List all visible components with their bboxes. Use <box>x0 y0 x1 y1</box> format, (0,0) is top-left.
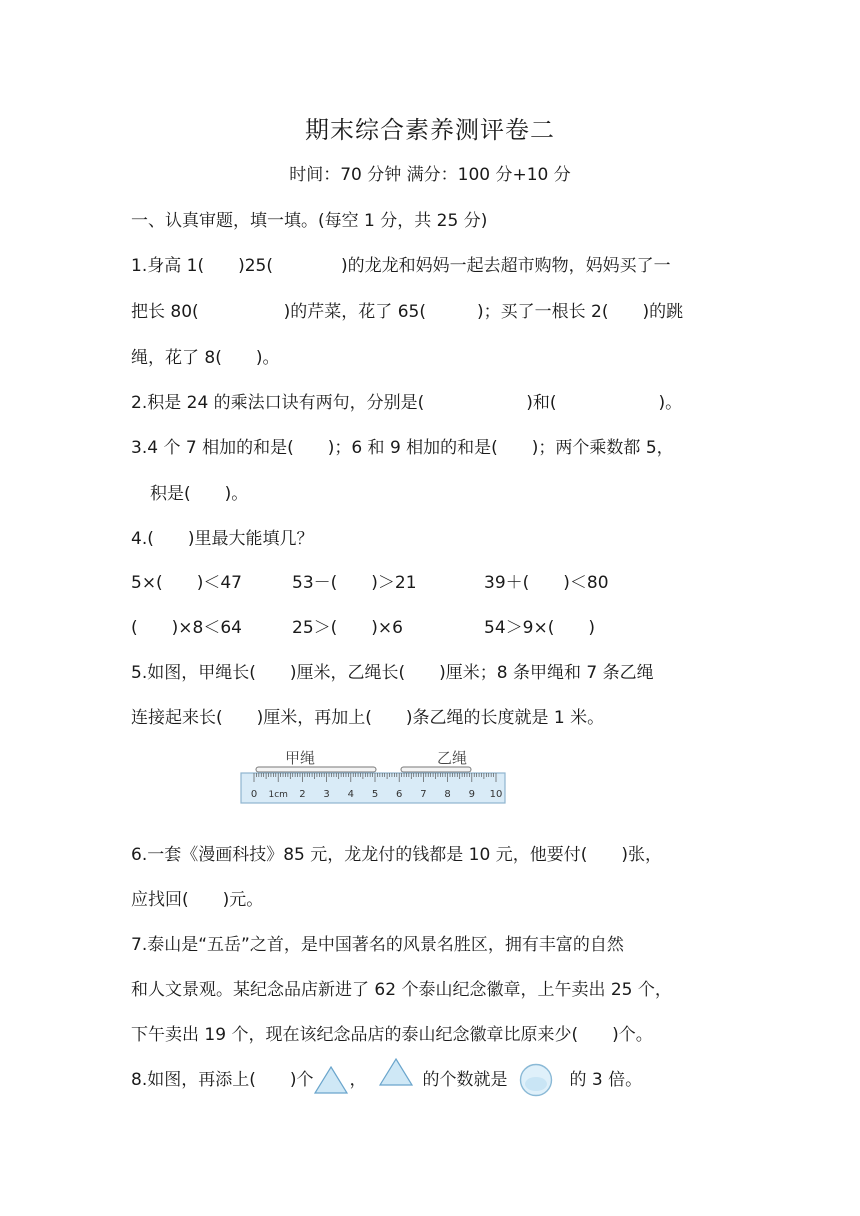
question-7-line-1: 7.泰山是“五岳”之首，是中国著名的风景名胜区，拥有丰富的自然 <box>131 935 624 955</box>
q4-item: 39＋( )＜80 <box>484 573 609 593</box>
triangle-icon <box>313 1064 349 1096</box>
question-1-line-1: 1.身高 1( )25( )的龙龙和妈妈一起去超市购物，妈妈买了一 <box>131 256 671 276</box>
ruler-svg <box>240 745 506 805</box>
q8-text-3: 的个数就是 <box>422 1070 508 1090</box>
q8-text-4: 的 3 倍。 <box>569 1070 643 1090</box>
question-1-line-3: 绳，花了 8( )。 <box>131 348 280 368</box>
q4-item: 5×( )＜47 <box>131 573 242 593</box>
ruler-tick-label: 1cm <box>268 790 288 800</box>
ruler-tick-label: 6 <box>396 789 403 800</box>
question-6-line-1: 6.一套《漫画科技》85 元，龙龙付的钱都是 10 元，他要付( )张， <box>131 845 662 865</box>
exam-info: 时间：70 分钟 满分：100 分+10 分 <box>289 165 571 185</box>
rope-a-label: 甲绳 <box>284 749 316 767</box>
question-1-line-2: 把长 80( )的芹菜，花了 65( )；买了一根长 2( )的跳 <box>131 302 684 322</box>
q8-text-1: 8.如图，再添上( )个 <box>131 1070 314 1090</box>
rope-b-label: 乙绳 <box>436 749 468 767</box>
ruler-tick-label: 9 <box>468 789 475 800</box>
question-5-line-1: 5.如图，甲绳长( )厘米，乙绳长( )厘米；8 条甲绳和 7 条乙绳 <box>131 663 654 683</box>
q4-item: ( )×8＜64 <box>131 618 242 638</box>
question-3-line-1: 3.4 个 7 相加的和是( )；6 和 9 相加的和是( )；两个乘数都 5， <box>131 438 674 458</box>
question-7-line-2: 和人文景观。某纪念品店新进了 62 个泰山纪念徽章，上午卖出 25 个， <box>131 980 672 1000</box>
ruler-tick-label: 3 <box>323 789 330 800</box>
q4-item: 54＞9×( ) <box>484 618 595 638</box>
question-6-line-2: 应找回( )元。 <box>131 890 264 910</box>
question-5-line-2: 连接起来长( )厘米，再加上( )条乙绳的长度就是 1 米。 <box>131 708 605 728</box>
triangle-icon <box>378 1056 414 1088</box>
ruler-tick-label: 7 <box>420 789 427 800</box>
ruler-tick-label: 0 <box>250 789 258 800</box>
q8-text-2: ， <box>349 1070 367 1090</box>
q4-item: 25＞( )×6 <box>292 618 403 638</box>
ruler-tick-label: 10 <box>489 789 503 800</box>
question-4-prompt: 4.( )里最大能填几？ <box>131 529 314 549</box>
page-title: 期末综合素养测评卷二 <box>305 116 555 144</box>
ruler-tick-label: 5 <box>371 789 379 800</box>
ruler-tick-label: 4 <box>347 789 354 800</box>
question-8 <box>131 1062 642 1098</box>
circle-icon <box>517 1062 555 1098</box>
ruler-figure <box>240 745 506 805</box>
question-7-line-3: 下午卖出 19 个，现在该纪念品店的泰山纪念徽章比原来少( )个。 <box>131 1025 653 1045</box>
ruler-tick-label: 8 <box>444 789 451 800</box>
ruler-tick-label: 2 <box>299 789 306 800</box>
rope-a <box>256 767 376 772</box>
section-heading: 一、认真审题，填一填。(每空 1 分，共 25 分) <box>131 211 488 231</box>
question-3-line-2: 积是( )。 <box>150 484 249 504</box>
q4-item: 53－( )＞21 <box>292 573 417 593</box>
rope-b <box>401 767 471 772</box>
question-2: 2.积是 24 的乘法口诀有两句，分别是( )和( )。 <box>131 393 683 413</box>
